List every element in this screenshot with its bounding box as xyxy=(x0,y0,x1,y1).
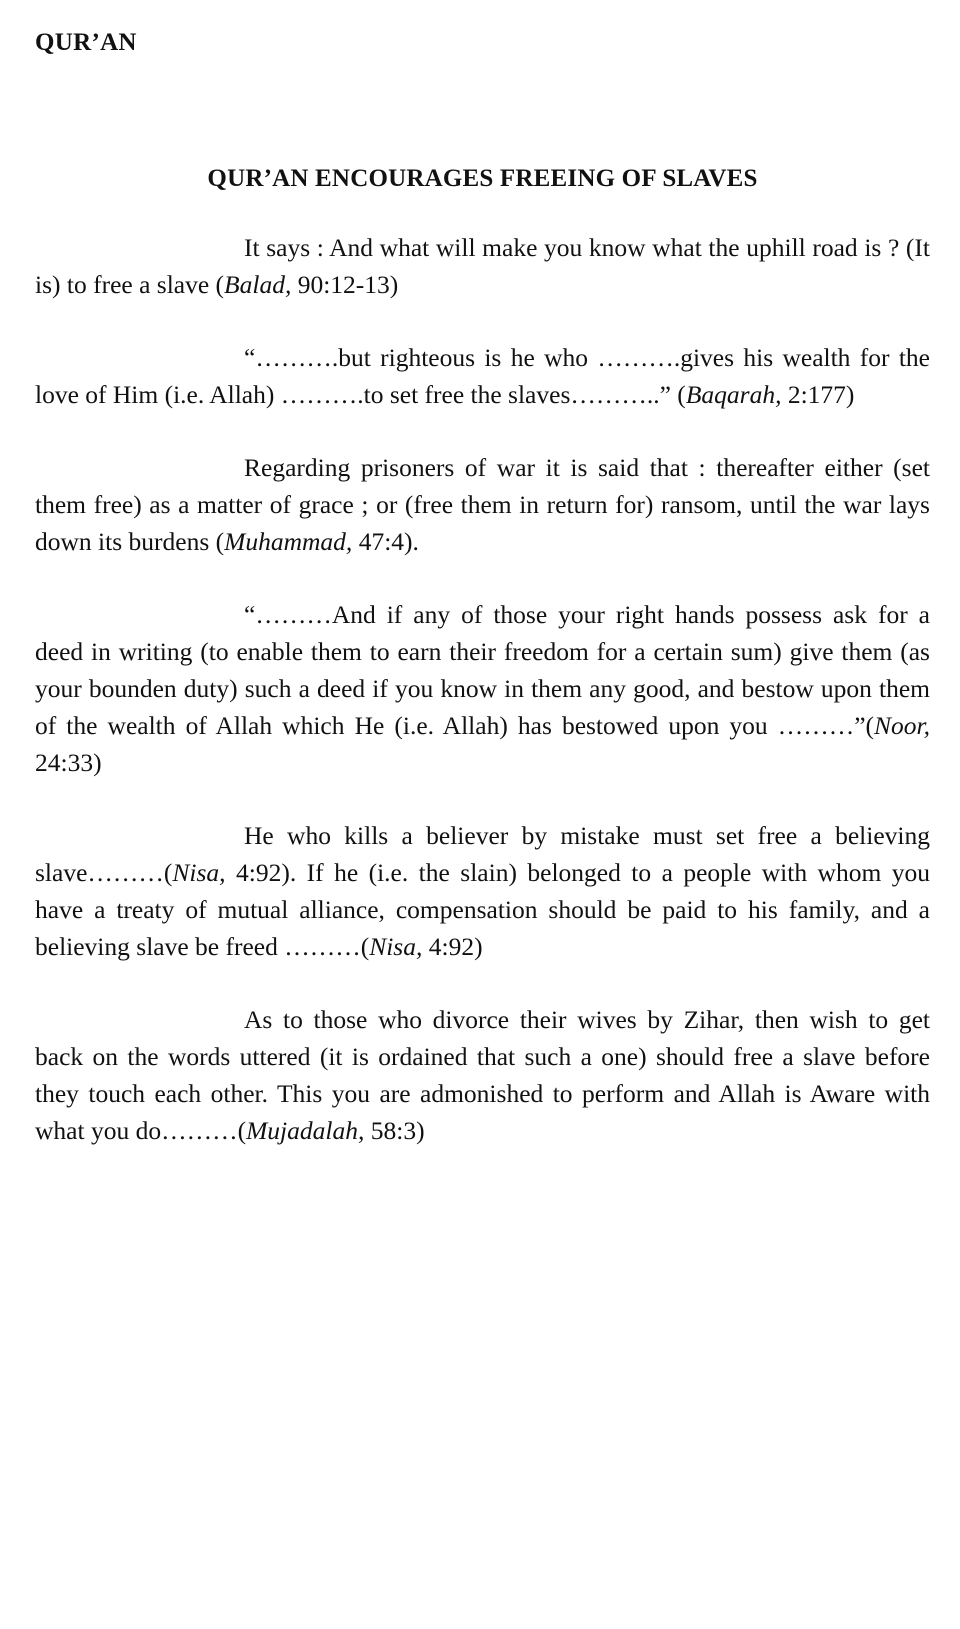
paragraph-noor xyxy=(35,596,930,781)
paragraph-text: It says : And what will make you know what the uphill road is ? (It is) to free a slave ( xyxy=(35,233,930,299)
reference-surah-name: Nisa, xyxy=(172,858,226,887)
reference-surah-name: Balad, xyxy=(224,270,292,299)
reference-verse: 2:177) xyxy=(781,380,855,409)
paragraph-text: “……….but righteous is he who ……….gives his wealth for the love of Him (i.e. Allah) ……….to set free the slaves………..” ( xyxy=(35,343,930,409)
paragraph-text: He who kills a believer by mistake must set free a believing slave………( xyxy=(35,821,930,887)
paragraph-muhammad xyxy=(35,449,930,560)
reference-verse: 24:33) xyxy=(35,748,102,777)
reference-citation xyxy=(369,932,482,961)
reference-citation xyxy=(686,380,855,409)
reference-citation xyxy=(224,270,398,299)
paragraph-text: As to those who divorce their wives by Zihar, then wish to get back on the words uttered (it is ordained that such a one) should free a slave before they touch each other. This you are admonished to perform and Allah is Aware with what you do………( xyxy=(35,1005,930,1145)
document-page xyxy=(35,28,930,1149)
paragraph-mujadalah xyxy=(35,1001,930,1149)
reference-verse: 47:4). xyxy=(352,527,419,556)
reference-surah-name: Muhammad, xyxy=(224,527,353,556)
paragraph-baqarah xyxy=(35,339,930,413)
reference-surah-name: Baqarah, xyxy=(685,380,782,409)
paragraph-text: “………And if any of those your right hands possess ask for a deed in writing (to enable them to earn their freedom for a certain sum) give them (as your bounden duty) such a deed if you know in them any good, and bestow upon them of the wealth of Allah which He (i.e. Allah) has bestowed upon you ………”( xyxy=(35,600,930,740)
paragraph-balad xyxy=(35,229,930,303)
page-title: QUR’AN ENCOURAGES FREEING OF SLAVES xyxy=(207,165,758,192)
paragraph-text: 4:92). If he (i.e. the slain) belonged to a people with whom you have a treaty of mutual alliance, compensation should be paid to his family, and a believing slave be freed ………( xyxy=(35,858,930,961)
reference-citation xyxy=(224,527,419,556)
reference-verse: 90:12-13) xyxy=(291,270,399,299)
reference-verse: 4:92) xyxy=(422,932,483,961)
reference-surah-name: Nisa, xyxy=(369,932,423,961)
reference-surah-name: Mujadalah, xyxy=(246,1116,365,1145)
paragraph-text: Regarding prisoners of war it is said that : thereafter either (set them free) as a matter of grace ; or (free them in return for) ransom, until the war lays down its burdens ( xyxy=(35,453,930,556)
running-head: QUR’AN xyxy=(35,29,137,56)
reference-verse: 58:3) xyxy=(364,1116,425,1145)
reference-surah-name: Noor, xyxy=(874,711,930,740)
paragraph-nisa xyxy=(35,817,930,965)
reference-citation xyxy=(246,1116,425,1145)
